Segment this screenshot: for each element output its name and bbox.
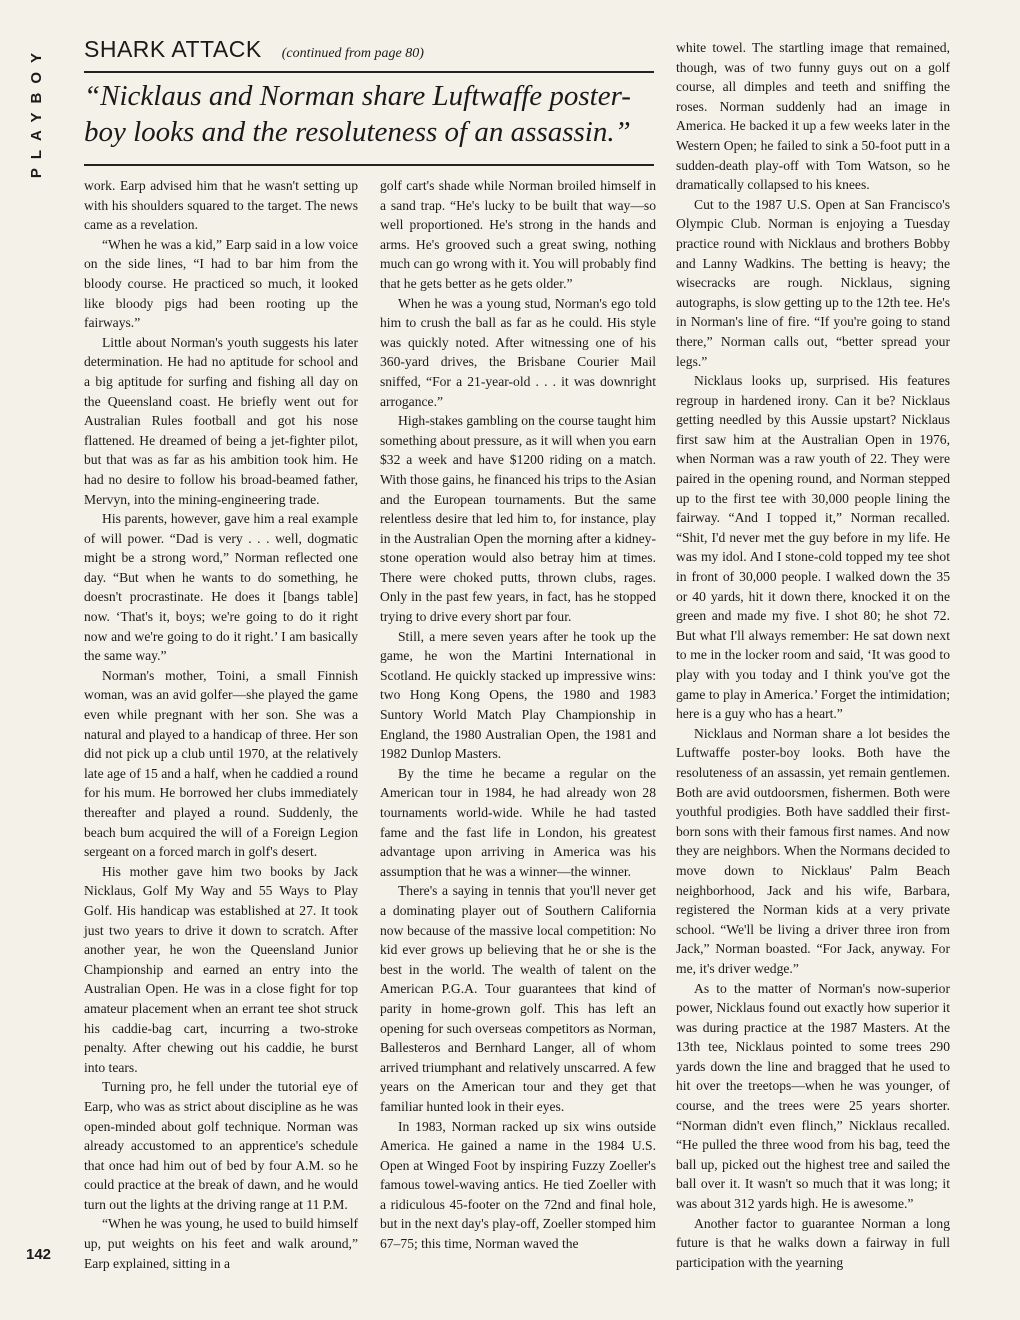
article-title: SHARK ATTACK [84,36,262,62]
paragraph: work. Earp advised him that he wasn't setting up with his shoulders squared to the target. The news came as a revelation. [84,178,358,233]
paragraph: “When he was a kid,” Earp said in a low voice on the side lines, “I had to bar him from the bloody course. He practiced so much, it looked like bloody pigs had been rooting up the fairways.” [84,236,358,331]
paragraph: Norman's mother, Toini, a small Finnish woman, was an avid golfer—she played the game even while pregnant with her son. She was a natural and played to a handicap of three. Her son did not pick up a club until 1970, at the relatively late age of 15 and a half, when he caddied a round for his mum. He borrowed her clubs immediately thereafter and played a round. Suddenly, the beach bum acquired the will of a Foreign Legion sergeant on a forced march in golf's desert. [84,667,358,860]
paragraph: golf cart's shade while Norman broiled himself in a sand trap. “He's lucky to be built that way—so well proportioned. He's strong in the hands and arms. He's grooved such a great swing, nothing much can go wrong with it. You will probably find that he gets better as he gets older.” [380,178,657,291]
paragraph: Still, a mere seven years after he took up the game, he won the Martini International in Scotland. He quickly stacked up impressive wins: two Hong Kong Opens, the 1980 and 1983 Suntory World Match Play Championship in England, the 1980 Australian Open, the 1981 and 1982 Dunlop Masters. [380,628,656,762]
paragraph: There's a saying in tennis that you'll never get a dominating player out of Southern California now because of the massive local competition: No kid ever grows up believing that he or she is the best in the world. The wealth of talent on the American P.G.A. Tour guarantees that kind of parity in home-grown golf. This has left an opening for such overseas competitors as Norman, Ballesteros and Bernhard Langer, all of whom arrived triumphant and relatively unscarred. A few years on the American tour and they get that familiar hunted look in their eyes. [380,883,656,1114]
pull-quote: “Nicklaus and Norman share Luftwaffe poster-boy looks and the resoluteness of an assassin.” [84,78,654,166]
paragraph: When he was a young stud, Norman's ego told him to crush the ball as far as he could. His style was quickly noted. After witnessing one of his 360-yard drives, the Brisbane Courier Mail sniffed, “For a 21-year-old . . . it was downright arrogance.” [380,295,656,409]
paragraph: Cut to the 1987 U.S. Open at San Francisco's Olympic Club. Norman is enjoying a Tuesday practice round with Nicklaus and brothers Bobby and Lanny Wadkins. The betting is heavy; the wisecracks are rough. Nicklaus, signing autographs, is slow getting up to the 12th tee. He's in Norman's line of fire. “If you're going to stand there,” Norman calls out, “better spread your legs.” [676,196,950,369]
text-column-1 [84,176,358,1273]
text-column-2 [380,176,656,1254]
paragraph: His mother gave him two books by Jack Nicklaus, Golf My Way and 55 Ways to Play Golf. His handicap was established at 27. It took just two years to drive it down to scratch. After another year, he won the Queensland Junior Championship and earned an entry into the Australian Open. He was in a close fight for top amateur placement when an errant tee shot struck his caddie-bag cart, incurring a two-stroke penalty. After chewing out his caddie, he burst into tears. [84,863,358,1075]
paragraph: Nicklaus looks up, surprised. His features regroup in hardened irony. Can it be? Nicklaus getting needled by this Aussie upstart? Nicklaus first saw him at the Australian Open in 1976, when Norman was a raw youth of 22. They were paired in the opening round, and Norman stepped up to the first tee with 30,000 people lining the fairway. “And I topped it,” Norman recalled. “Shit, I'd never met the guy before in my life. He was my idol. And I stone-cold topped my tee shot in front of 30,000 people. I walked down the 35 or 40 yards, hit it down there, knocked it on the green and made my five. I shot 80; he shot 72. But what I'll always remember: He sat down next to me in the locker room and said, ‘It was good to play with you today and I think you've got the game to play in America.’ Forget the intimidation; here is a guy who has a heart.” [676,373,950,722]
paragraph: Turning pro, he fell under the tutorial eye of Earp, who was as strict about discipline as he was open-minded about golf technique. Norman was already accustomed to an apprentice's schedule that once had him out of bed by four A.M. so he could practice at the break of dawn, and he would turn out the lights at the driving range at 11 P.M. [84,1079,358,1212]
paragraph: By the time he became a regular on the American tour in 1984, he had already won 28 tournaments world-wide. While he had tasted fame and the fast life in London, his greatest advantage upon arriving in America was his assumption that he was a winner—the winner. [380,765,656,879]
paragraph: As to the matter of Norman's now-superior power, Nicklaus found out exactly how superior it was during practice at the 1987 Masters. At the 13th tee, Nicklaus pointed to some trees 290 yards down the line and bragged that he used to hit over the treetops—when he was younger, of course, and the trees were 25 years shorter. “Norman didn't even flinch,” Nicklaus recalled. “He pulled the three wood from his bag, teed the ball up, picked out the highest tree and sailed the ball over it. It wasn't so much that it was long; it was about 312 yards high. He is awesome.” [676,980,950,1212]
text-column-3 [676,38,950,1272]
magazine-folio: PLAYBOY [28,44,45,179]
paragraph: white towel. The startling image that remained, though, was of two funny guys out on a golf course, all dimples and teeth and sniffing the roses. Norman suddenly had an image in America. He backed it up a few weeks later in the Western Open; he failed to sink a 50-foot putt in a sudden-death play-off with Tom Watson, so he dramatically collapsed to his knees. [676,40,950,193]
paragraph: High-stakes gambling on the course taught him something about pressure, as it will when you earn $32 a week and have $1200 riding on a match. With those gains, he financed his trips to the Asian and the European tournaments. But the same relentless desire that led him to, for instance, play in the Australian Open the morning after a kidney-stone operation would also betray him at times. There were choked putts, thrown clubs, rages. Only in the past few years, in fact, has he stopped trying to drive every short par four. [380,413,656,625]
paragraph: Little about Norman's youth suggests his later determination. He had no aptitude for school and a big aptitude for surfing and fishing all day on the Queensland coast. He briefly went out for Australian Rules football and got his nose flattened. He dreamed of being a jet-fighter pilot, but that was as far as his ambition took him. He had no desire to follow his broad-beamed father, Mervyn, into the mining-engineering trade. [84,334,358,507]
paragraph: His parents, however, gave him a real example of will power. “Dad is very . . . well, dogmatic might be a strong word,” Norman reflected one day. “But when he wants to do something, he doesn't procrastinate. He does it [bangs table] now. ‘That's it, boys; we're going to do it right now and we're going to do it right.’ I am basically the same way.” [84,511,358,664]
paragraph: Nicklaus and Norman share a lot besides the Luftwaffe poster-boy looks. Both have the resoluteness of an assassin, yet remain gentlemen. Both are avid outdoorsmen, fishermen. Both were youthful prodigies. Both have saddled their first-born sons with their famous first names. And now they are neighbors. When the Normans decided to move down to Nicklaus' Palm Beach neighborhood, Jack and his wife, Barbara, registered the Norman kids at a very private school. “We'll be living a driver three iron from Jack,” Norman boasted. “For Jack, anyway. For me, it's driver wedge.” [676,725,950,976]
paragraph: In 1983, Norman racked up six wins outside America. He gained a name in the 1984 U.S. Open at Winged Foot by inspiring Fuzzy Zoeller's famous towel-waving antics. He tied Zoeller with a ridiculous 45-footer on the 72nd and final hole, but in the next day's play-off, Zoeller stomped him 67–75; this time, Norman waved the [380,1118,656,1252]
paragraph: Another factor to guarantee Norman a long future is that he walks down a fairway in full participation with the yearning [676,1215,950,1270]
page-number: 142 [26,1246,52,1263]
continued-note: (continued from page 80) [281,46,424,61]
paragraph: “When he was young, he used to build himself up, put weights on his feet and walk around,” Earp explained, sitting in a [84,1216,358,1271]
article-header [84,36,654,73]
